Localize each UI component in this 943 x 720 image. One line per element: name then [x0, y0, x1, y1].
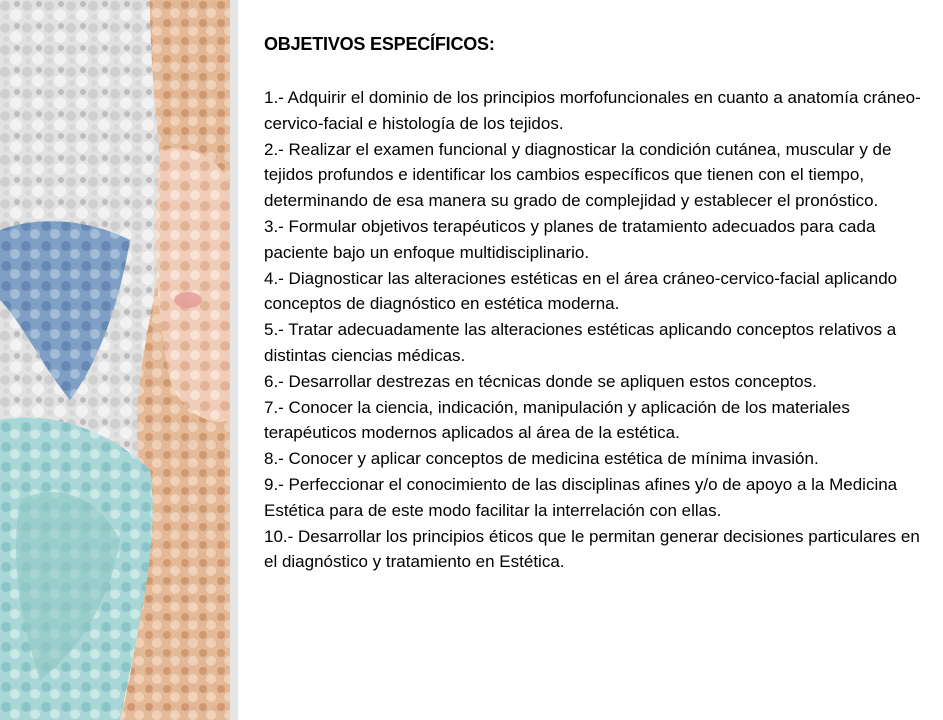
objectives-section [264, 34, 934, 575]
objective-item: 7.- Conocer la ciencia, indicación, manipulación y aplicación de los materiales terapéuticos modernos aplicados al área de la estética. [264, 397, 850, 443]
objective-item: 4.- Diagnosticar las alteraciones estéticas en el área cráneo-cervico-facial aplicando conceptos de diagnóstico en estética moderna. [264, 268, 898, 314]
objective-item: 10.- Desarrollar los principios éticos que le permitan generar decisiones particulares en el diagnóstico y tratamiento en Estética. [264, 526, 920, 572]
section-title: OBJETIVOS ESPECÍFICOS: [264, 34, 495, 54]
objective-item: 9.- Perfeccionar el conocimiento de las disciplinas afines y/o de apoyo a la Medicina Estética para de este modo facilitar la interrelación con ellas. [264, 474, 898, 520]
objective-item: 5.- Tratar adecuadamente las alteraciones estéticas aplicando conceptos relativos a distintas ciencias médicas. [264, 320, 897, 365]
objective-item: 6.- Desarrollar destrezas en técnicas donde se apliquen estos conceptos. [264, 371, 817, 391]
objective-item: 2.- Realizar el examen funcional y diagnosticar la condición cutánea, muscular y de tejidos profundos e identificar los cambios específicos que tienen con el tiempo, determinando de esa manera su grado de complejidad y establecer el pronóstico. [264, 139, 892, 211]
objective-item: 8.- Conocer y aplicar conceptos de medicina estética de mínima invasión. [264, 449, 819, 469]
objectives-list [264, 85, 934, 575]
decorative-watercolor-image [0, 0, 238, 720]
objective-item: 3.- Formular objetivos terapéuticos y planes de tratamiento adecuados para cada paciente bajo un enfoque multidisciplinario. [264, 216, 876, 262]
objective-item: 1.- Adquirir el dominio de los principios morfofuncionales en cuanto a anatomía cráneo-cervico-facial e histología de los tejidos. [264, 88, 921, 133]
